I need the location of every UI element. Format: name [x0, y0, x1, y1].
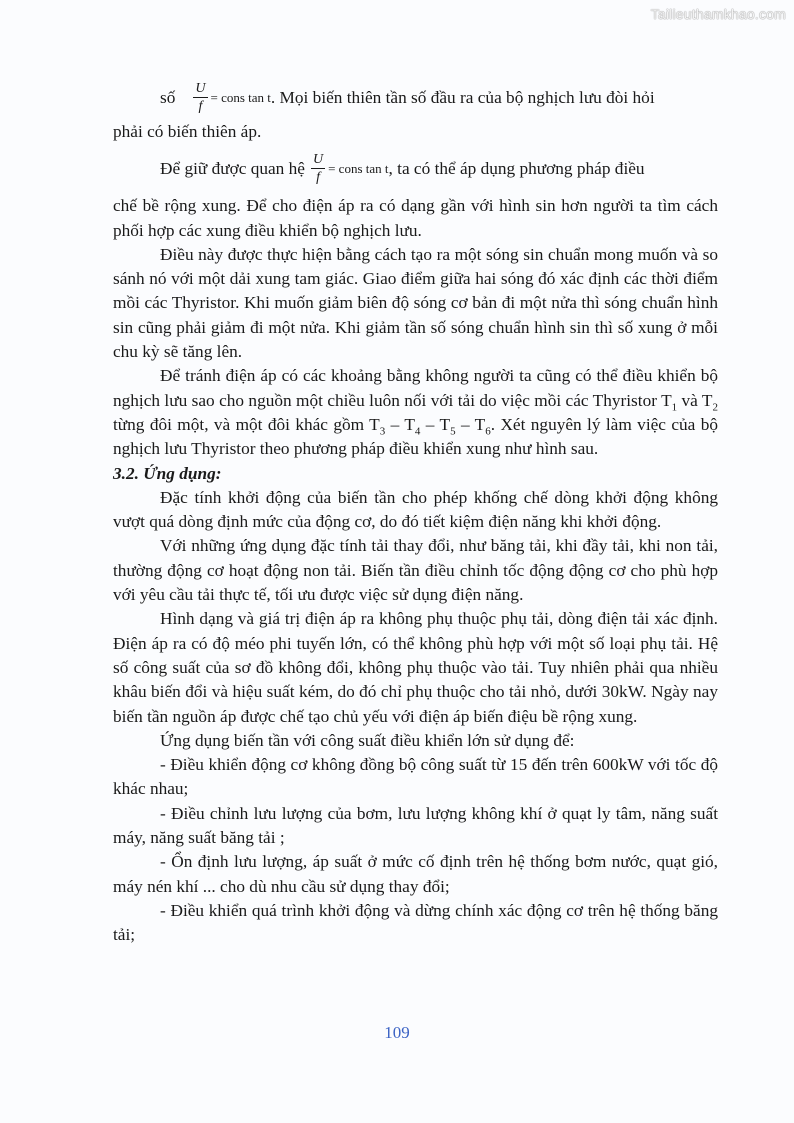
list-item: - Điều khiển quá trình khởi động và dừng chính xác động cơ trên hệ thống băng tải; [113, 900, 718, 945]
subscript: 1 [671, 401, 678, 414]
subscript: 6 [485, 425, 491, 438]
text: . Xét nguyên lý làm việc của bộ nghịch lưu Thyristor theo phương pháp điều khiển xung như hình sau. [113, 414, 719, 459]
list-item: - Điều chỉnh lưu lượng của bơm, lưu lượng không khí ở quạt ly tâm, năng suất máy, năng suất băng tải ; [113, 803, 718, 848]
numerator: U [195, 81, 206, 96]
paragraph: Đặc tính khởi động của biến tần cho phép khống chế dòng khởi động không vượt quá dòng định mức của động cơ, do đó tiết kiệm điện năng khi khởi động. [113, 487, 718, 532]
list-item: - Ổn định lưu lượng, áp suất ở mức cố định trên hệ thống bơm nước, quạt gió, máy nén khí ... cho dù nhu cầu sử dụng thay đổi; [113, 852, 718, 896]
subscript: 2 [712, 401, 718, 414]
paragraph: Hình dạng và giá trị điện áp ra không phụ thuộc phụ tải, dòng điện tải xác định. Điện áp ra có độ méo phi tuyến lớn, có thể không phù hợp với một số loại phụ tải. Hệ số công suất của sơ đồ không đổi, không phụ thuộc vào tải. Tuy nhiên phải qua nhiều khâu biến đổi và hiệu suất kém, do đó chỉ phụ thuộc cho tải nhỏ, dưới 30kW. Ngày nay biến tần nguồn áp được chế tạo chủ yếu với điện áp biến điệu bề rộng xung. [113, 609, 718, 726]
text: và T [677, 390, 713, 410]
paragraph-formula-1 [113, 76, 718, 120]
section-heading: 3.2. Ứng dụng: [113, 463, 222, 483]
fraction-u-over-f [311, 153, 325, 185]
list-item: - Điều khiển động cơ không đồng bộ công suất từ 15 đến trên 600kW với tốc độ khác nhau; [113, 755, 718, 799]
text: số [160, 87, 176, 107]
denominator: f [316, 170, 320, 186]
paragraph: Điều này được thực hiện bằng cách tạo ra một sóng sin chuẩn mong muốn và so sánh nó với một dải xung tam giác. Giao điểm giữa hai sóng đó xác định các thời điểm mồi các Thyristor. Khi muốn giảm biên độ sóng cơ bản đi một nửa thì sóng chuẩn hình sin cũng phải giảm đi một nửa. Khi giảm tần số sóng chuẩn hình sin thì số xung ở mỗi chu kỳ sẽ tăng lên. [113, 244, 718, 362]
subscript: 3 [379, 425, 386, 438]
text: Để tránh điện áp có các khoảng bằng không người ta cũng có thể điều khiển bộ nghịch lưu sao cho nguồn một chiều luôn nối với tải do việc mồi các Thyristor T [113, 366, 718, 410]
text: – T [455, 414, 486, 434]
denominator: f [198, 99, 203, 114]
paragraph-thyristor [113, 364, 718, 461]
formula-rhs: = cons tan t [328, 161, 389, 177]
paragraph-formula-2 [113, 144, 718, 194]
fraction-u-over-f [193, 82, 207, 114]
paragraph: chế bề rộng xung. Để cho điện áp ra có dạng gần với hình sin hơn người ta tìm cách phối hợp các xung điều khiển bộ nghịch lưu. [113, 196, 718, 240]
text: từng đôi một, và một đôi khác gồm T [113, 414, 380, 434]
paragraph: phải có biến thiên áp. [113, 122, 262, 141]
text: – T [420, 414, 451, 434]
page-number: 109 [384, 1023, 410, 1042]
subscript: 5 [450, 425, 456, 438]
watermark: Tailieuthamkhao.com [650, 6, 786, 22]
subscript: 4 [414, 425, 421, 438]
paragraph: Ứng dụng biến tần với công suất điều khiển lớn sử dụng để: [160, 730, 575, 750]
text: . Mọi biến thiên tần số đầu ra của bộ nghịch lưu đòi hỏi [270, 87, 655, 107]
formula-rhs: = cons tan t [210, 89, 271, 105]
text: , ta có thể áp dụng phương pháp điều [388, 159, 645, 179]
numerator: U [312, 152, 324, 168]
document-body [113, 82, 718, 948]
text: Để giữ được quan hệ [160, 159, 305, 179]
text: – T [385, 414, 415, 434]
paragraph: Với những ứng dụng đặc tính tải thay đổi, như băng tải, khi đầy tải, khi non tải, thường động cơ hoạt động non tải. Biến tần điều chỉnh tốc động động cơ cho phù hợp với yêu cầu tải thực tế, tối ưu được việc sử dụng điện năng. [113, 536, 718, 605]
